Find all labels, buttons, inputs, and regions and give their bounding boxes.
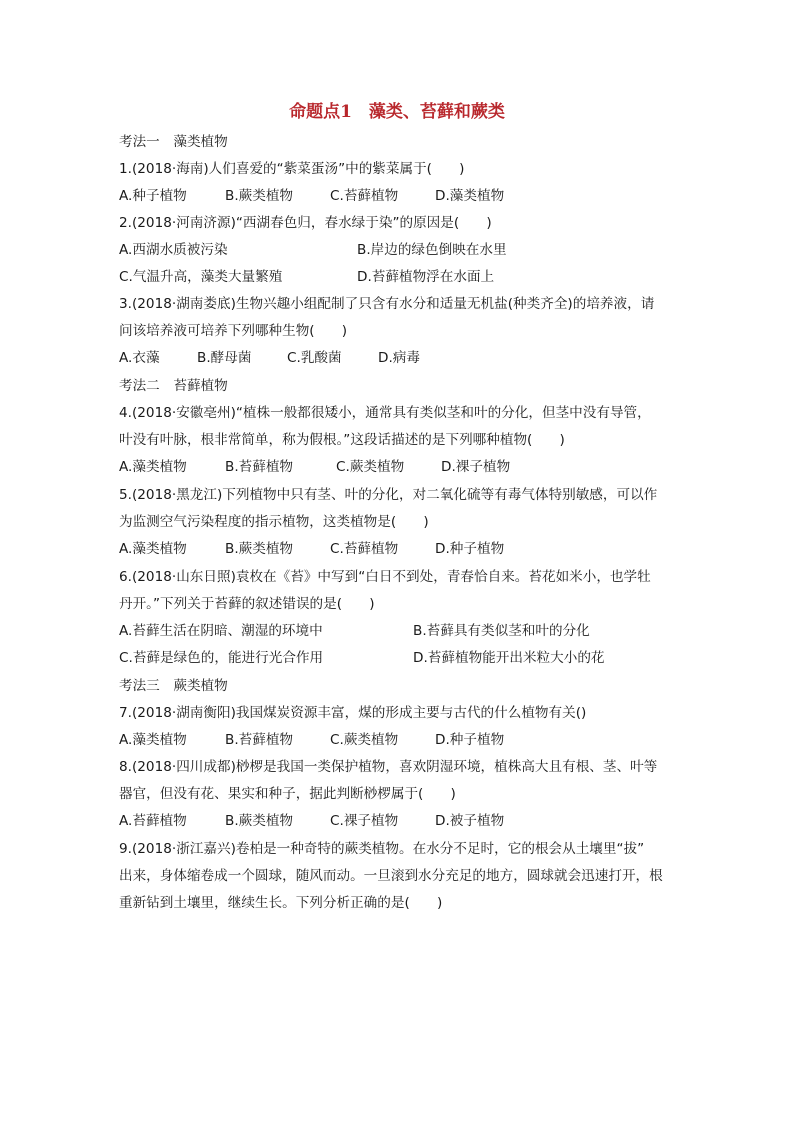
answer-option: D.种子植物 (435, 541, 505, 557)
answer-option: B.苔藓植物 (225, 459, 294, 475)
answer-option: C.裸子植物 (330, 813, 399, 829)
page-title: 命题点1 藻类、苔藓和蕨类 (289, 102, 505, 122)
question-stem: 5.(2018·黑龙江)下列植物中只有茎、叶的分化，对二氧化硫等有毒气体特别敏感，可以作 (119, 487, 658, 503)
answer-option: C.苔藓植物 (330, 541, 399, 557)
answer-option: D.苔藓植物能开出米粒大小的花 (413, 650, 605, 666)
question-stem: 叶没有叶脉，根非常简单，称为假根。”这段话描述的是下列哪种植物( ) (119, 432, 565, 448)
question-stem: 4.(2018·安徽亳州)“植株一般都很矮小，通常具有类似茎和叶的分化，但茎中没有导管， (119, 405, 651, 421)
question-stem: 9.(2018·浙江嘉兴)卷柏是一种奇特的蕨类植物。在水分不足时，它的根会从土壤里“拔” (119, 841, 645, 857)
answer-option: C.气温升高，藻类大量繁殖 (119, 269, 283, 285)
question-stem: 6.(2018·山东日照)袁枚在《苔》中写到“白日不到处，青春恰自来。苔花如米小，也学牡 (119, 569, 651, 585)
answer-option: D.裸子植物 (441, 459, 511, 475)
answer-option: B.酵母菌 (197, 350, 252, 366)
answer-option: A.苔藓植物 (119, 813, 187, 829)
question-stem: 器官，但没有花、果实和种子，据此判断桫椤属于( ) (119, 786, 456, 802)
question-stem: 为监测空气污染程度的指示植物，这类植物是( ) (119, 514, 429, 530)
question-stem: 1.(2018·海南)人们喜爱的“紫菜蛋汤”中的紫菜属于( ) (119, 161, 465, 177)
answer-option: A.西湖水质被污染 (119, 242, 228, 258)
question-stem: 丹开。”下列关于苔藓的叙述错误的是( ) (119, 596, 375, 612)
answer-option: B.岸边的绿色倒映在水里 (357, 242, 507, 258)
answer-option: A.苔藓生活在阴暗、潮湿的环境中 (119, 623, 323, 639)
section-heading: 考法一 藻类植物 (119, 134, 228, 150)
question-stem: 2.(2018·河南济源)“西湖春色归，春水绿于染”的原因是( ) (119, 215, 492, 231)
answer-option: C.乳酸菌 (287, 350, 342, 366)
answer-option: A.藻类植物 (119, 541, 187, 557)
answer-option: B.蕨类植物 (225, 541, 294, 557)
section-heading: 考法二 苔藓植物 (119, 378, 228, 394)
question-stem: 3.(2018·湖南娄底)生物兴趣小组配制了只含有水分和适量无机盐(种类齐全)的培养液，请 (119, 296, 655, 312)
question-stem: 7.(2018·湖南衡阳)我国煤炭资源丰富，煤的形成主要与古代的什么植物有关() (119, 705, 587, 721)
answer-option: A.衣藻 (119, 350, 160, 366)
question-stem: 问该培养液可培养下列哪种生物( ) (119, 323, 348, 339)
answer-option: B.苔藓具有类似茎和叶的分化 (413, 623, 590, 639)
answer-option: B.蕨类植物 (225, 813, 294, 829)
answer-option: A.藻类植物 (119, 459, 187, 475)
answer-option: D.藻类植物 (435, 188, 505, 204)
answer-option: B.蕨类植物 (225, 188, 294, 204)
answer-option: D.被子植物 (435, 813, 505, 829)
answer-option: C.蕨类植物 (336, 459, 405, 475)
answer-option: D.种子植物 (435, 732, 505, 748)
answer-option: B.苔藓植物 (225, 732, 294, 748)
answer-option: A.藻类植物 (119, 732, 187, 748)
answer-option: A.种子植物 (119, 188, 187, 204)
answer-option: D.病毒 (378, 350, 420, 366)
answer-option: D.苔藓植物浮在水面上 (357, 269, 495, 285)
question-stem: 8.(2018·四川成都)桫椤是我国一类保护植物，喜欢阴湿环境，植株高大且有根、茎、叶等 (119, 759, 658, 775)
question-stem: 出来，身体缩卷成一个圆球，随风而动。一旦滚到水分充足的地方，圆球就会迅速打开，根 (119, 868, 663, 884)
answer-option: C.苔藓植物 (330, 188, 399, 204)
answer-option: C.蕨类植物 (330, 732, 399, 748)
section-heading: 考法三 蕨类植物 (119, 678, 228, 694)
question-stem: 重新钻到土壤里，继续生长。下列分析正确的是( ) (119, 895, 443, 911)
answer-option: C.苔藓是绿色的，能进行光合作用 (119, 650, 324, 666)
